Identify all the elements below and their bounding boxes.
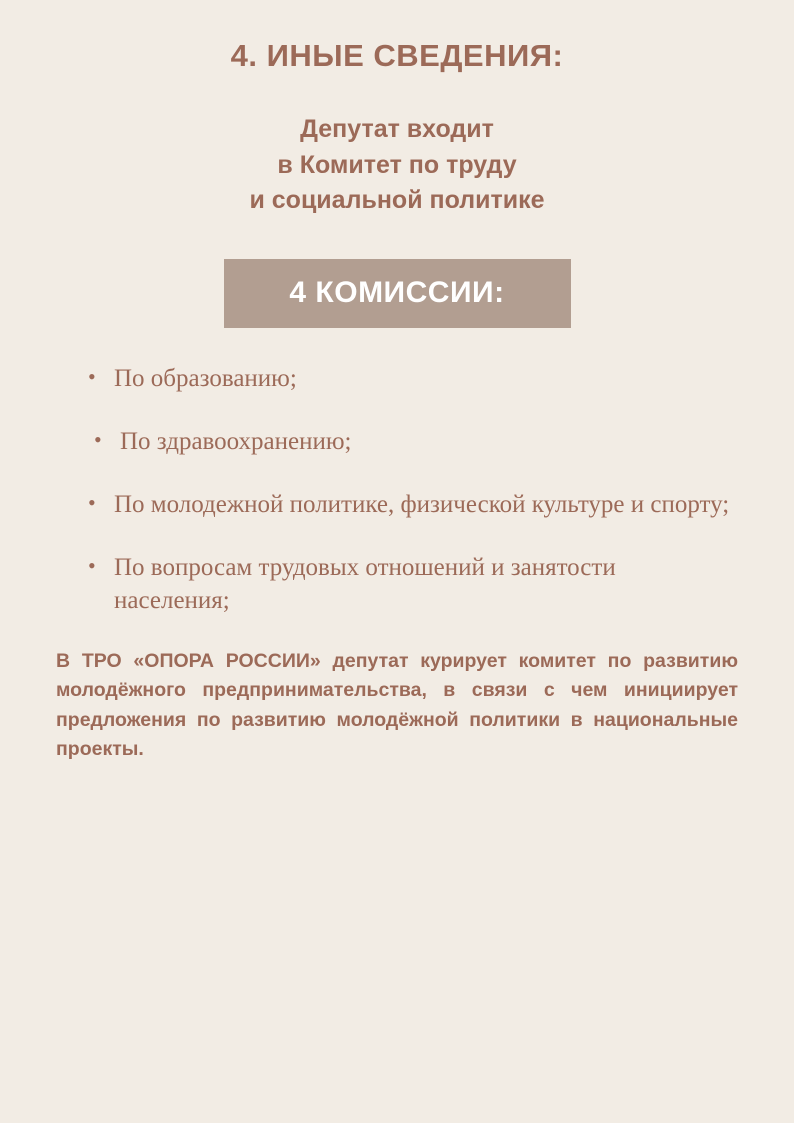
list-item [80, 362, 734, 395]
commissions-banner: 4 КОМИССИИ: [224, 259, 571, 328]
list-item-label: По здравоохранению; [120, 427, 352, 455]
closing-paragraph: В ТРО «ОПОРА РОССИИ» депутат курирует комитет по развитию молодёжного предпринимательства, в связи с чем инициирует предложения по развитию молодёжной политики в национальные проекты. [56, 649, 738, 761]
list-item [80, 551, 734, 617]
list-item [80, 488, 734, 521]
page-title: 4. ИНЫЕ СВЕДЕНИЯ: [230, 38, 564, 73]
subtitle-line-3: и социальной политике [249, 186, 545, 214]
subtitle-line-1: Депутат входит [300, 115, 494, 143]
list-item-label: По образованию; [114, 364, 297, 392]
list-item [80, 425, 734, 458]
commissions-list [40, 362, 754, 617]
subtitle [40, 74, 754, 219]
bullet-icon: • [88, 552, 96, 578]
list-item-label: По вопросам трудовых отношений и занятости населения; [114, 553, 616, 614]
banner-container [40, 259, 754, 328]
bullet-icon: • [94, 426, 102, 452]
subtitle-line-2: в Комитет по труду [277, 150, 517, 179]
bullet-icon: • [88, 363, 96, 389]
list-item-label: По молодежной политике, физической культуре и спорту; [114, 490, 730, 518]
bullet-icon: • [88, 489, 96, 515]
